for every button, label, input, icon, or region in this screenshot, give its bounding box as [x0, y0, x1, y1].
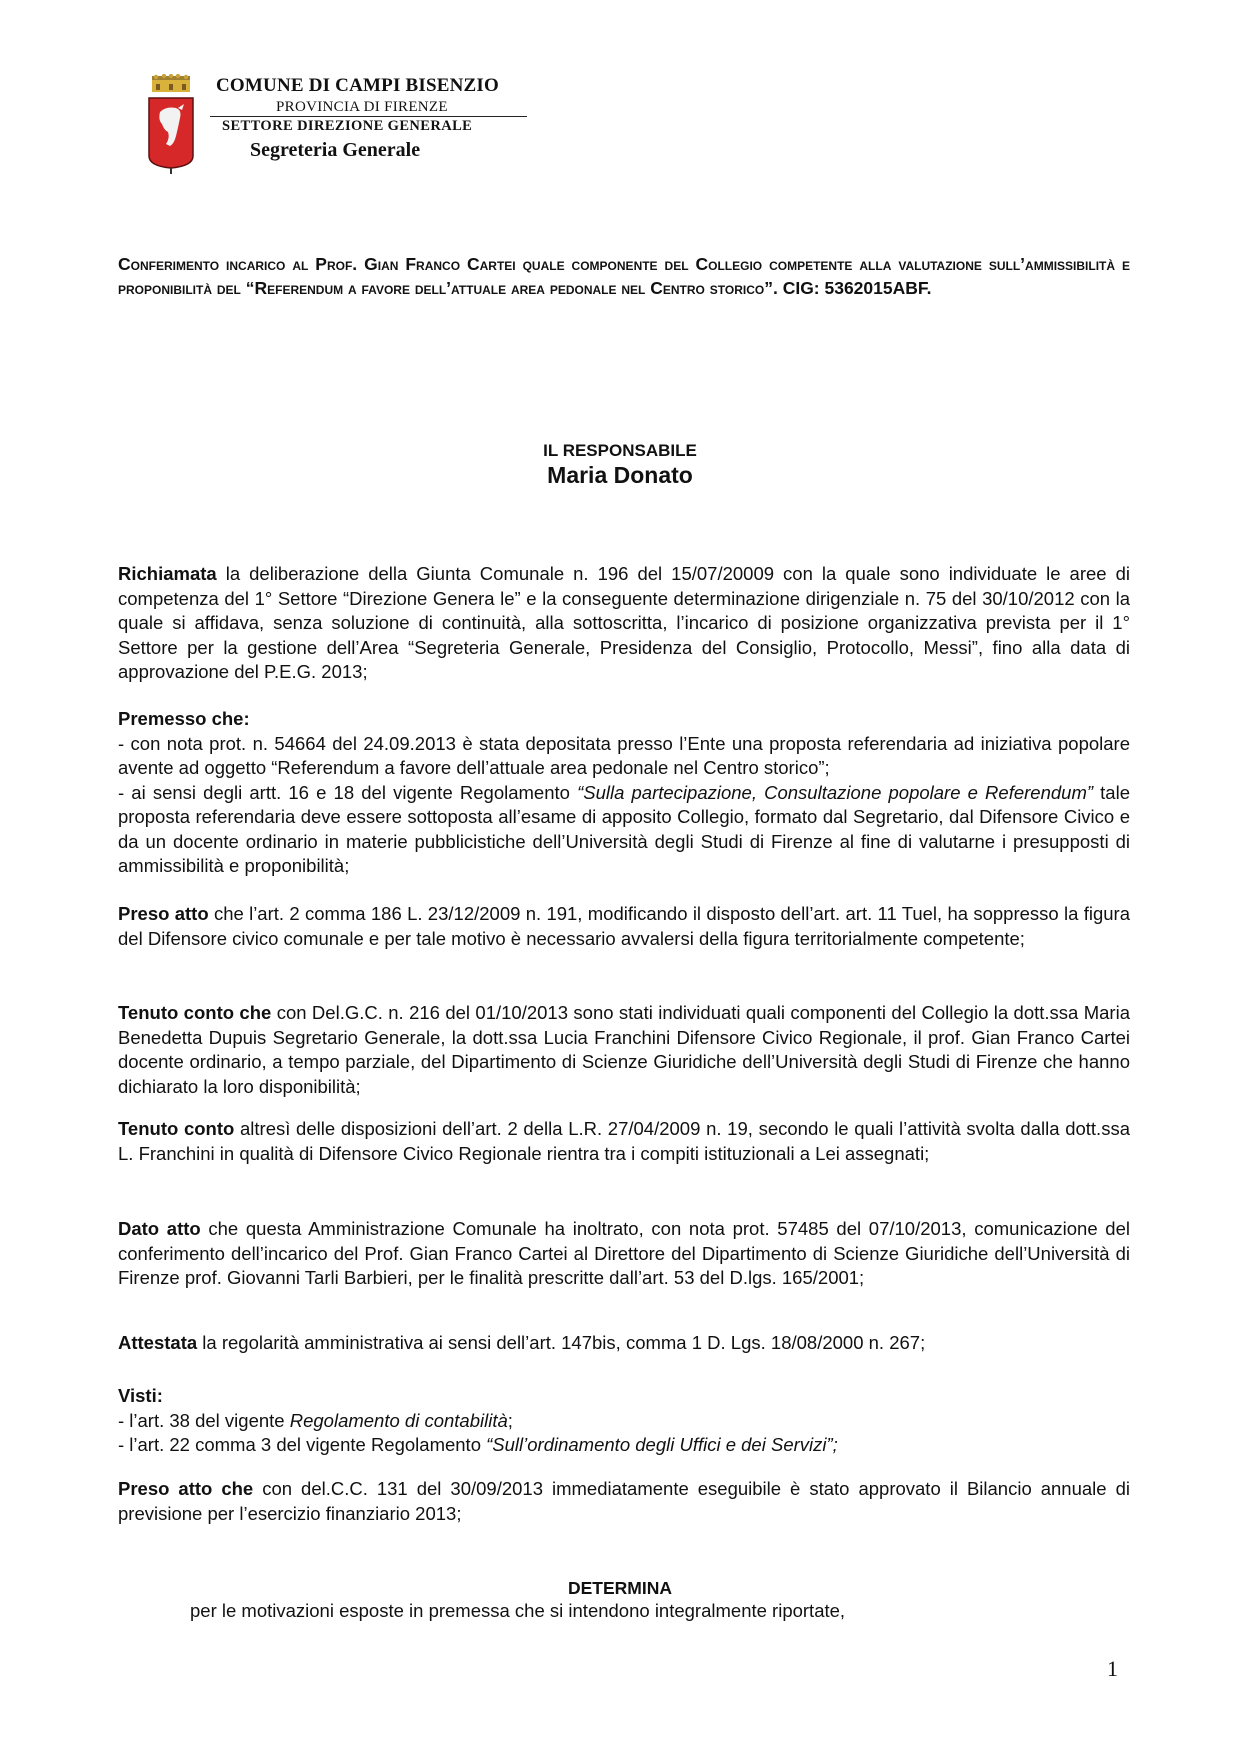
visti-item-text: - l’art. 38 del vigente [118, 1409, 290, 1431]
visti-item [118, 1433, 1130, 1458]
paragraph-lead: Visti: [118, 1385, 163, 1406]
subject-cig: CIG: 5362015ABF. [782, 278, 932, 298]
subject-text: Conferimento incarico al Prof. Gian Franco Cartei quale componente del Collegio competente alla valutazione sull’ammissibilità e proponibilità del “Referendum a favore dell’attuale area pedonale nel Centro storico”. [118, 254, 1130, 298]
paragraph-lead: Richiamata [118, 563, 217, 584]
paragraph-text: con Del.G.C. n. 216 del 01/10/2013 sono stati individuati quali componenti del Collegio la dott.ssa Maria Benedetta Dupuis Segretario Generale, la dott.ssa Lucia Franchini Difensore Civico Regionale, il prof. Gian Franco Cartei docente ordinario, a tempo parziale, del Dipartimento di Scienze Giuridiche dell’Università degli Studi di Firenze che hanno dichiarato la loro disponibilità; [118, 1002, 1130, 1097]
paragraph-lead: Tenuto conto [118, 1118, 235, 1139]
visti-item-text: ; [507, 1409, 513, 1431]
paragraph-attestata [118, 1331, 1130, 1356]
paragraph-tenuto-conto [118, 1117, 1130, 1166]
paragraph-lead: Dato atto [118, 1218, 201, 1239]
regolamento-title: “Sull’ordinamento degli Uffici e dei Servizi”; [486, 1434, 838, 1455]
letterhead-divider [210, 116, 527, 117]
paragraph-lead: Preso atto che [118, 1478, 254, 1499]
regolamento-title: “Sulla partecipazione, Consultazione popolare e Referendum” [577, 781, 1094, 803]
ufficio-name: Segreteria Generale [250, 139, 421, 161]
premesso-item-text: tale proposta referendaria deve essere sottoposta all’esame di apposito Collegio, formato dal Segretario, dal Difensore Civico e da un docente ordinario in materie pubblicistiche dell’Università degli Studi di Firenze al fine di valutarne i presupposti di ammissibilità e proponibilità; [118, 781, 1130, 876]
visti-item-text: - l’art. 22 comma 3 del vigente Regolamento [118, 1434, 487, 1455]
settore-name: SETTORE DIREZIONE GENERALE [222, 118, 473, 134]
paragraph-text: che l’art. 2 comma 186 L. 23/12/2009 n. 191, modificando il disposto dell’art. art. 11 Tuel, ha soppresso la figura del Difensore civico comunale e per tale motivo è necessario avvalersi della figura territorialmente competente; [118, 903, 1131, 949]
premesso-item: - con nota prot. n. 54664 del 24.09.2013 è stata depositata presso l’Ente una proposta referendaria ad iniziativa popolare avente ad oggetto “Referendum a favore dell’attuale area pedonale nel Centro storico”; [118, 732, 1130, 778]
paragraph-text: la regolarità amministrativa ai sensi dell’art. 147bis, comma 1 D. Lgs. 18/08/2000 n. 267; [197, 1332, 926, 1353]
page-number: 1 [1107, 1656, 1118, 1681]
paragraph-premesso [118, 707, 1130, 879]
paragraph-richiamata [118, 562, 1130, 685]
paragraph-text: con del.C.C. 131 del 30/09/2013 immediatamente eseguibile è stato approvato il Bilancio annuale di previsione per l’esercizio finanziario 2013; [118, 1478, 1130, 1524]
coat-of-arms-icon [146, 74, 196, 174]
paragraph-lead: Preso atto [118, 903, 209, 924]
paragraph-preso-atto-che [118, 1477, 1130, 1526]
paragraph-visti [118, 1384, 1130, 1458]
document-subject [118, 252, 1130, 300]
visti-item [118, 1409, 1130, 1434]
paragraph-dato-atto [118, 1217, 1130, 1291]
paragraph-text: che questa Amministrazione Comunale ha inoltrato, con nota prot. 57485 del 07/10/2013, comunicazione del conferimento dell’incarico del Prof. Gian Franco Cartei al Direttore del Dipartimento di Scienze Giuridiche dell’Università di Firenze prof. Giovanni Tarli Barbieri, per le finalità prescritte dall’art. 53 del D.lgs. 165/2001; [118, 1218, 1130, 1288]
paragraph-preso-atto [118, 902, 1130, 951]
paragraph-lead: Tenuto conto che [118, 1002, 272, 1023]
premesso-item-text: - ai sensi degli artt. 16 e 18 del vigente Regolamento [118, 781, 578, 803]
determina-heading: DETERMINA [567, 1578, 673, 1598]
determina-text: per le motivazioni esposte in premessa che si intendono integralmente riportate, [190, 1600, 846, 1621]
responsabile-title: IL RESPONSABILE [543, 441, 697, 460]
comune-name: COMUNE DI CAMPI BISENZIO [216, 75, 499, 96]
provincia-name: PROVINCIA DI FIRENZE [276, 99, 448, 115]
premesso-item [118, 781, 1130, 879]
paragraph-lead: Attestata [118, 1332, 198, 1353]
paragraph-text: altresì delle disposizioni dell’art. 2 della L.R. 27/04/2009 n. 19, secondo le quali l’attività svolta dalla dott.ssa L. Franchini in qualità di Difensore Civico Regionale rientra tra i compiti istituzionali a Lei assegnati; [118, 1118, 1130, 1164]
paragraph-text: la deliberazione della Giunta Comunale n. 196 del 15/07/20009 con la quale sono individuate le aree di competenza del 1° Settore “Direzione Genera le” e la conseguente determinazione dirigenziale n. 75 del 30/10/2012 con la quale si affidava, senza soluzione di continuità, alla sottoscritta, l’incarico di posizione organizzativa prevista per il 1° Settore per la gestione dell’Area “Segreteria Generale, Presidenza del Consiglio, Protocollo, Messi”, fino alla data di approvazione del P.E.G. 2013; [118, 563, 1130, 682]
paragraph-lead: Premesso che: [118, 708, 250, 729]
regolamento-title: Regolamento di contabilità [289, 1409, 508, 1431]
responsabile-name: Maria Donato [547, 462, 693, 488]
paragraph-tenuto-conto-che [118, 1001, 1130, 1099]
